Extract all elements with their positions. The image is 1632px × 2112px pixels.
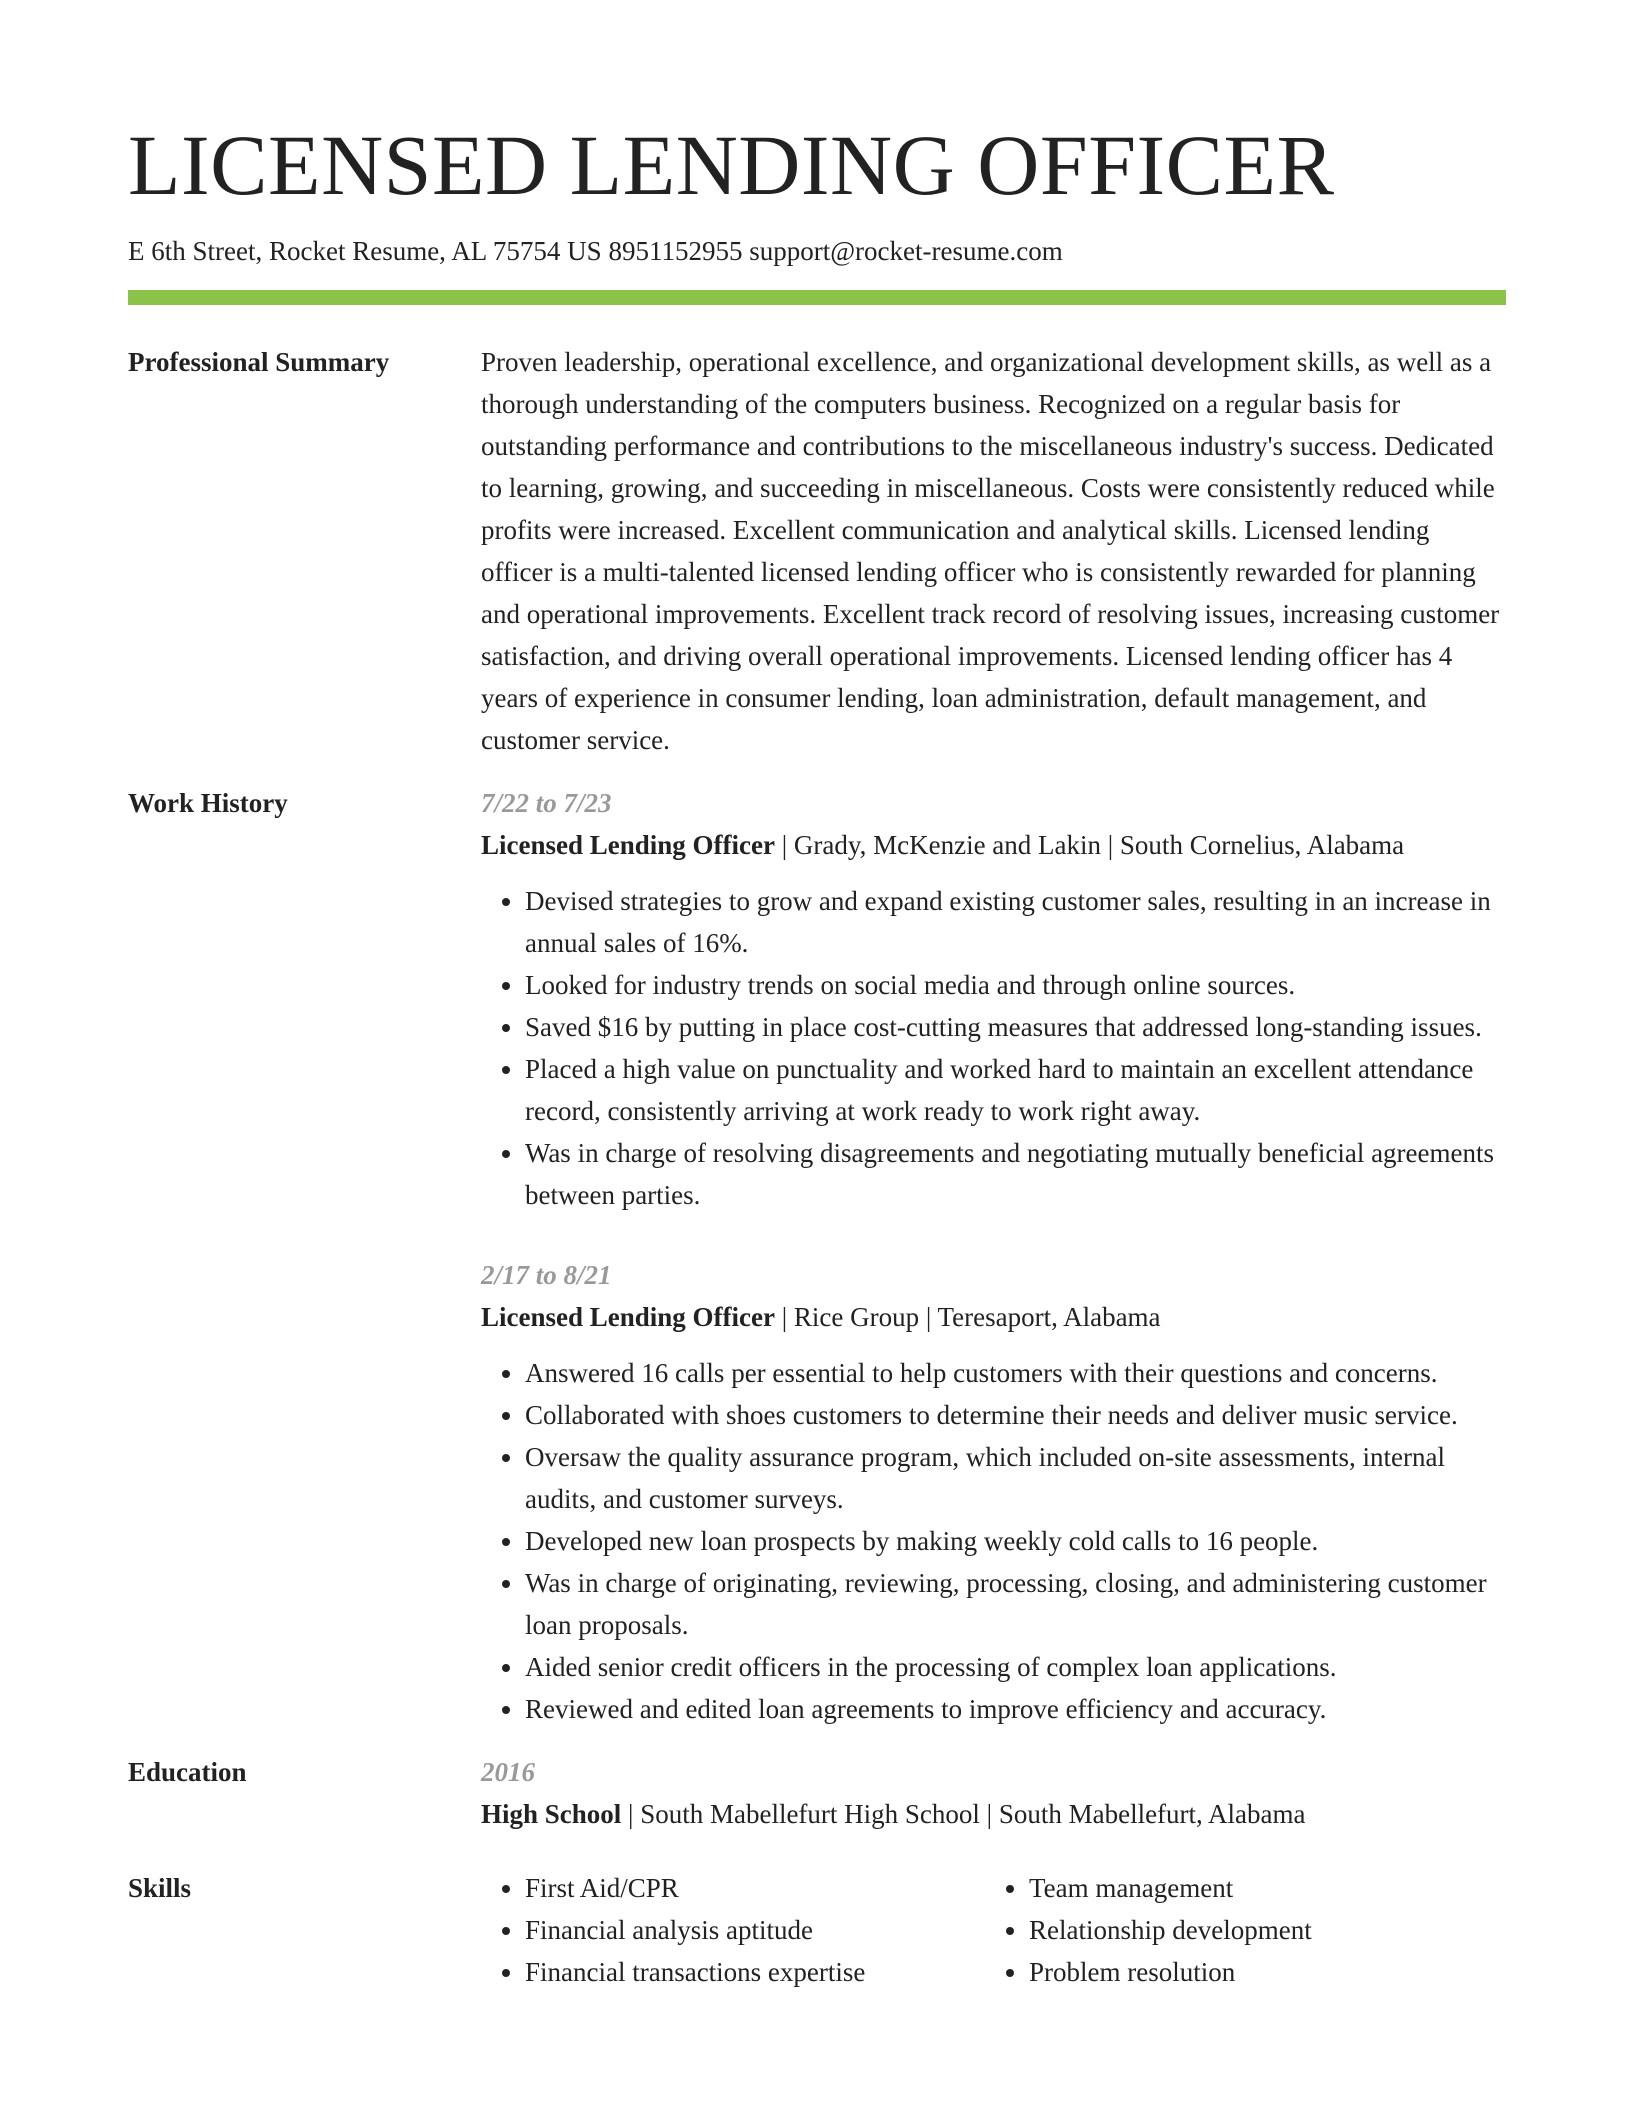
job-title: Licensed Lending Officer bbox=[481, 829, 775, 860]
job-heading bbox=[481, 1296, 1506, 1338]
education-section bbox=[128, 1751, 1506, 1835]
skills-section bbox=[128, 1867, 1506, 1993]
job-entry bbox=[481, 782, 1506, 1216]
list-item: • Financial transactions expertise bbox=[525, 1951, 985, 1993]
list-item: • Team management bbox=[1029, 1867, 1489, 1909]
list-item: • Financial analysis aptitude bbox=[525, 1909, 985, 1951]
education-heading bbox=[481, 1793, 1506, 1835]
education-year: 2016 bbox=[481, 1756, 535, 1787]
list-item: • Oversaw the quality assurance program, which included on-site assessments, internal audits, and customer surveys. bbox=[525, 1436, 1506, 1520]
skills-label: Skills bbox=[128, 1872, 192, 1903]
job-entry bbox=[481, 1254, 1506, 1730]
list-item: • First Aid/CPR bbox=[525, 1867, 985, 1909]
list-item: • Was in charge of resolving disagreements and negotiating mutually beneficial agreements between parties. bbox=[525, 1132, 1506, 1216]
contact-line: E 6th Street, Rocket Resume, AL 75754 US 8951152955 support@rocket-resume.com bbox=[128, 235, 1063, 266]
work-history-section bbox=[128, 782, 1506, 1730]
education-details: | South Mabellefurt High School | South Mabellefurt, Alabama bbox=[621, 1798, 1306, 1829]
job-bullets bbox=[481, 1352, 1506, 1730]
list-item: • Was in charge of originating, reviewing, processing, closing, and administering customer loan proposals. bbox=[525, 1562, 1506, 1646]
list-item: • Looked for industry trends on social media and through online sources. bbox=[525, 964, 1506, 1006]
job-bullets bbox=[481, 880, 1506, 1216]
job-dates: 7/22 to 7/23 bbox=[481, 787, 612, 818]
job-heading bbox=[481, 824, 1506, 866]
job-dates: 2/17 to 8/21 bbox=[481, 1259, 612, 1290]
education-label: Education bbox=[128, 1756, 247, 1787]
list-item: • Devised strategies to grow and expand existing customer sales, resulting in an increase in annual sales of 16%. bbox=[525, 880, 1506, 964]
summary-text: Proven leadership, operational excellence, and organizational development skills, as well as a thorough understanding of the computers business. Recognized on a regular basis for outstanding performance and contributions to the miscellaneous industry's success. Dedicated to learning, growing, and succeeding in miscellaneous. Costs were consistently reduced while profits were increased. Excellent communication and analytical skills. Licensed lending officer is a multi-talented licensed lending officer who is consistently rewarded for planning and operational improvements. Excellent track record of resolving issues, increasing customer satisfaction, and driving overall operational improvements. Licensed lending officer has 4 years of experience in consumer lending, loan administration, default management, and customer service. bbox=[481, 346, 1500, 755]
summary-label: Professional Summary bbox=[128, 346, 390, 377]
list-item: • Reviewed and edited loan agreements to improve efficiency and accuracy. bbox=[525, 1688, 1506, 1730]
job-details: | Rice Group | Teresaport, Alabama bbox=[774, 1301, 1161, 1332]
resume-title: LICENSED LENDING OFFICER bbox=[128, 117, 1335, 213]
job-title: Licensed Lending Officer bbox=[481, 1301, 775, 1332]
list-item: • Problem resolution bbox=[1029, 1951, 1489, 1993]
list-item: • Placed a high value on punctuality and worked hard to maintain an excellent attendance record, consistently arriving at work ready to work right away. bbox=[525, 1048, 1506, 1132]
list-item: • Relationship development bbox=[1029, 1909, 1489, 1951]
list-item: • Answered 16 calls per essential to help customers with their questions and concerns. bbox=[525, 1352, 1506, 1394]
summary-section bbox=[128, 341, 1506, 761]
list-item: • Collaborated with shoes customers to determine their needs and deliver music service. bbox=[525, 1394, 1506, 1436]
list-item: • Saved $16 by putting in place cost-cutting measures that addressed long-standing issues. bbox=[525, 1006, 1506, 1048]
job-details: | Grady, McKenzie and Lakin | South Cornelius, Alabama bbox=[774, 829, 1405, 860]
skills-list-right bbox=[985, 1867, 1489, 1993]
education-degree: High School bbox=[481, 1798, 622, 1829]
resume-page bbox=[128, 118, 1506, 1993]
list-item: • Developed new loan prospects by making weekly cold calls to 16 people. bbox=[525, 1520, 1506, 1562]
list-item: • Aided senior credit officers in the processing of complex loan applications. bbox=[525, 1646, 1506, 1688]
accent-rule bbox=[128, 290, 1506, 305]
work-history-label: Work History bbox=[128, 787, 288, 818]
skills-list-left bbox=[481, 1867, 985, 1993]
